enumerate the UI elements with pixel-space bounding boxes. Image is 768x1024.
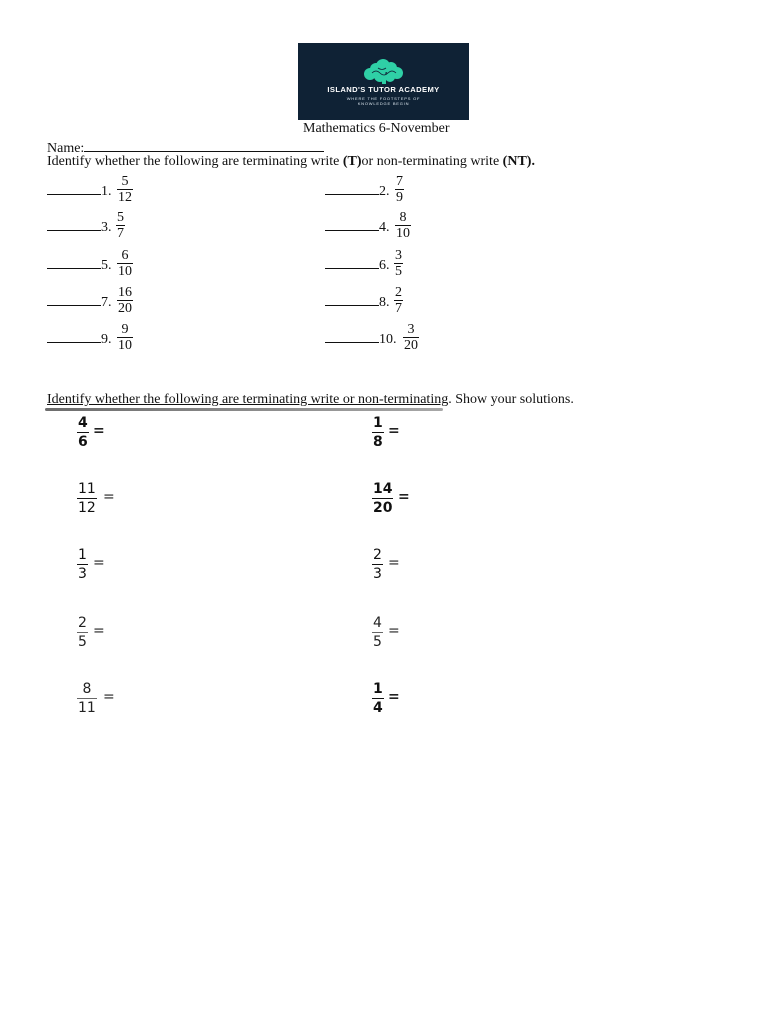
denominator: 12 (78, 500, 96, 516)
numerator: 1 (373, 681, 383, 697)
answer-blank[interactable] (47, 194, 101, 195)
instruction-text: Identify whether the following are terminating write (47, 154, 343, 169)
denominator: 8 (373, 434, 383, 450)
numerator: 16 (118, 285, 132, 300)
numerator: 1 (78, 547, 87, 563)
denominator: 9 (396, 190, 403, 205)
numerator: 8 (82, 681, 92, 697)
fraction (117, 248, 133, 279)
logo-title: ISLAND'S TUTOR ACADEMY (327, 85, 440, 94)
equals-sign: = (388, 423, 400, 439)
answer-blank[interactable] (47, 305, 101, 306)
denominator: 20 (373, 500, 393, 516)
fraction (77, 614, 88, 651)
numerator: 1 (373, 415, 383, 431)
equals-sign: = (93, 423, 105, 439)
numerator: 2 (373, 547, 382, 563)
equals-sign: = (93, 555, 105, 571)
equals-sign: = (388, 555, 400, 571)
answer-blank[interactable] (47, 230, 101, 231)
equals-sign: = (398, 489, 410, 505)
fraction (372, 480, 393, 517)
equals-sign: = (93, 623, 105, 639)
equals-sign: = (103, 489, 115, 505)
fraction (372, 414, 384, 451)
denominator: 7 (395, 301, 402, 316)
equals-sign: = (388, 689, 400, 705)
numerator: 5 (121, 174, 129, 189)
denominator: 10 (118, 338, 132, 353)
question-number: 7. (101, 295, 112, 310)
question-number: 9. (101, 332, 112, 347)
numerator: 11 (78, 481, 96, 497)
numerator: 2 (395, 285, 402, 300)
answer-blank[interactable] (325, 194, 379, 195)
fraction (372, 614, 383, 651)
instruction-text-mid: or non-terminating write (361, 154, 503, 169)
fraction (77, 680, 97, 717)
fraction (395, 174, 404, 205)
scan-smudge (45, 408, 443, 411)
question-number: 4. (379, 220, 390, 235)
denominator: 10 (118, 264, 132, 279)
denominator: 4 (373, 700, 383, 716)
numerator: 2 (78, 615, 87, 631)
numerator: 3 (407, 322, 415, 337)
numerator: 4 (78, 415, 88, 431)
fraction (77, 414, 89, 451)
name-label: Name: (47, 141, 85, 156)
denominator: 5 (78, 634, 87, 650)
fraction (394, 285, 403, 316)
denominator: 5 (373, 634, 382, 650)
denominator: 11 (78, 700, 96, 716)
denominator: 3 (78, 566, 87, 582)
numerator: 4 (373, 615, 382, 631)
denominator: 3 (373, 566, 382, 582)
fraction (372, 546, 383, 583)
fraction (403, 322, 419, 353)
name-blank[interactable] (84, 137, 324, 152)
denominator: 6 (78, 434, 88, 450)
fraction (372, 680, 384, 717)
instruction-underlined: Identify whether the following are terminating write or non-terminating (47, 392, 449, 407)
question-number: 8. (379, 295, 390, 310)
numerator: 9 (121, 322, 129, 337)
fraction (116, 210, 125, 241)
denominator: 12 (118, 190, 132, 205)
instruction-rest: . Show your solutions. (448, 392, 574, 407)
instruction-nt: (NT). (502, 154, 535, 169)
answer-blank[interactable] (325, 305, 379, 306)
brain-icon (298, 43, 469, 120)
denominator: 20 (118, 301, 132, 316)
question-number: 10. (379, 332, 397, 347)
fraction (117, 322, 133, 353)
fraction (77, 546, 88, 583)
question-number: 2. (379, 184, 390, 199)
question-number: 6. (379, 258, 390, 273)
question-number: 1. (101, 184, 112, 199)
answer-blank[interactable] (47, 342, 101, 343)
denominator: 20 (404, 338, 418, 353)
numerator: 14 (373, 481, 393, 497)
part2-instruction (47, 392, 574, 408)
numerator: 5 (117, 210, 124, 225)
part1-instruction (47, 154, 535, 170)
denominator: 7 (117, 226, 124, 241)
numerator: 3 (395, 248, 402, 263)
fraction (394, 248, 403, 279)
logo-tagline: WHERE THE FOOTSTEPS OF KNOWLEDGE BEGIN (346, 96, 421, 106)
question-number: 5. (101, 258, 112, 273)
fraction (117, 285, 133, 316)
denominator: 5 (395, 264, 402, 279)
answer-blank[interactable] (325, 342, 379, 343)
instruction-t: (T) (342, 154, 362, 169)
numerator: 7 (396, 174, 403, 189)
worksheet-title: Mathematics 6-November (303, 121, 450, 136)
equals-sign: = (103, 689, 115, 705)
fraction (117, 174, 133, 205)
academy-logo (298, 43, 469, 120)
numerator: 6 (121, 248, 129, 263)
fraction (77, 480, 97, 517)
question-number: 3. (101, 220, 112, 235)
equals-sign: = (388, 623, 400, 639)
answer-blank[interactable] (325, 268, 379, 269)
fraction (395, 210, 411, 241)
denominator: 10 (396, 226, 410, 241)
answer-blank[interactable] (47, 268, 101, 269)
numerator: 8 (399, 210, 407, 225)
answer-blank[interactable] (325, 230, 379, 231)
